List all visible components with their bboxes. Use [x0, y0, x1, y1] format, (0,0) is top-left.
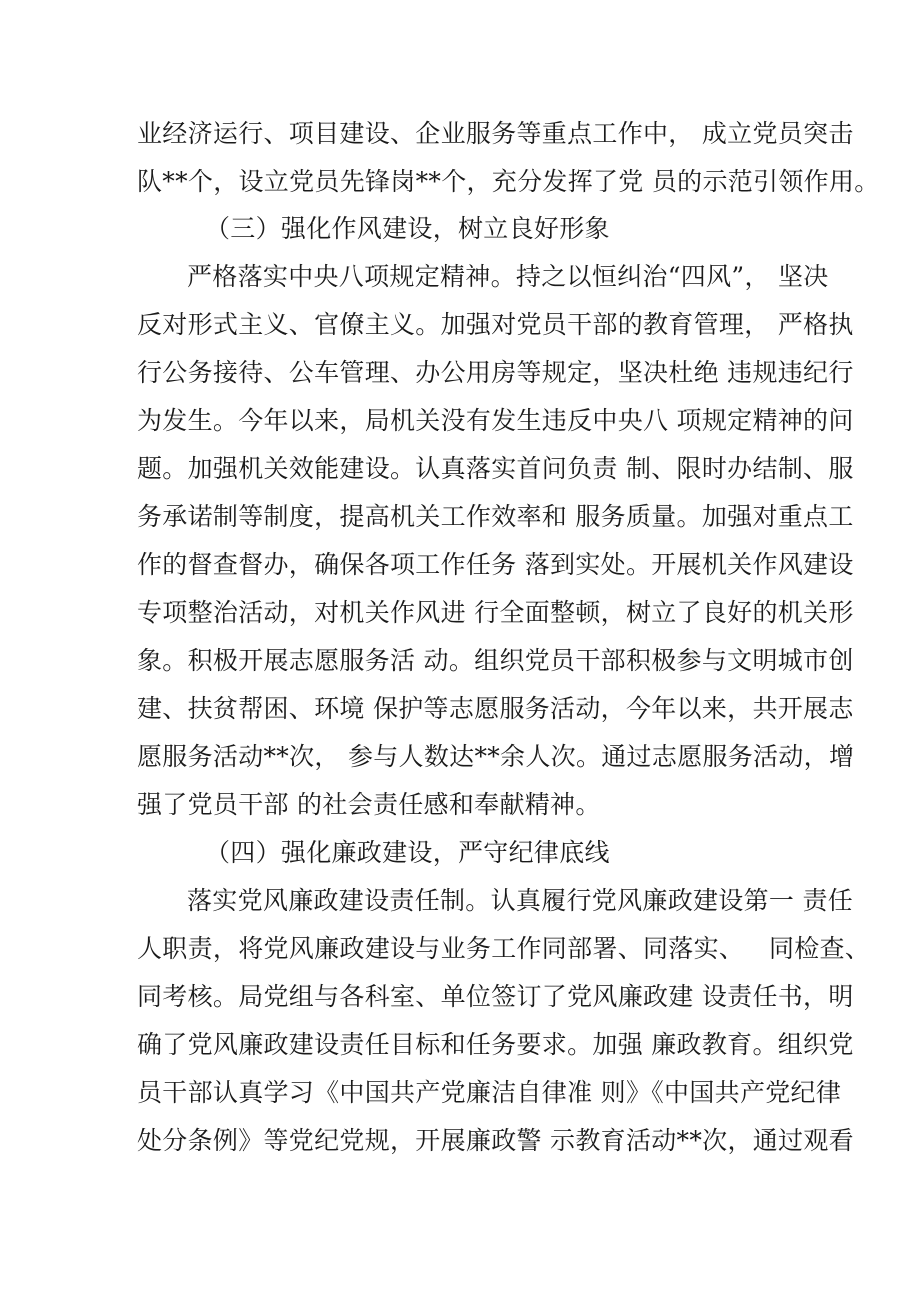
paragraph-line: 员干部认真学习《中国共产党廉洁自律准 则》《中国共产党纪律 — [137, 1078, 842, 1107]
paragraph-line: 题。加强机关效能建设。认真落实首问负责 制、限时办结制、服 — [137, 454, 854, 483]
paragraph-line: 作的督查督办，确保各项工作任务 落到实处。开展机关作风建设 — [137, 550, 854, 579]
paragraph-line: 为发生。今年以来，局机关没有发生违反中央八 项规定精神的问 — [137, 406, 854, 435]
paragraph-line: 确了党风廉政建设责任目标和任务要求。加强 廉政教育。组织党 — [137, 1030, 854, 1059]
paragraph-line: 严格落实中央八项规定精神。持之以恒纠治“四风”， 坚决 — [187, 262, 829, 291]
paragraph-line: 人职责，将党风廉政建设与业务工作同部署、同落实、 同检查、 — [137, 934, 871, 963]
paragraph-line: 处分条例》等党纪党规，开展廉政警 示教育活动**次，通过观看 — [137, 1126, 854, 1155]
paragraph-line: 队**个，设立党员先锋岗**个，充分发挥了党 员的示范引领作用。 — [137, 167, 880, 196]
paragraph-line: 强了党员干部 的社会责任感和奉献精神。 — [137, 790, 601, 819]
paragraph-line: 反对形式主义、官僚主义。加强对党员干部的教育管理， 严格执 — [137, 310, 854, 339]
paragraph-line: 业经济运行、项目建设、企业服务等重点工作中， 成立党员突击 — [137, 119, 854, 148]
paragraph-line: 落实党风廉政建设责任制。认真履行党风廉政建设第一 责任 — [187, 886, 854, 915]
paragraph-line: 象。积极开展志愿服务活 动。组织党员干部积极参与文明城市创 — [137, 646, 854, 675]
paragraph-line: 专项整治活动，对机关作风进 行全面整顿，树立了良好的机关形 — [137, 598, 854, 627]
paragraph-line: 建、扶贫帮困、环境 保护等志愿服务活动，今年以来，共开展志 — [137, 694, 854, 723]
paragraph-line: 同考核。局党组与各科室、单位签订了党风廉政建 设责任书，明 — [137, 982, 854, 1011]
paragraph-line: 愿服务活动**次， 参与人数达**余人次。通过志愿服务活动，增 — [137, 742, 855, 771]
section-heading-3: （三）强化作风建设，树立良好形象 — [205, 214, 610, 243]
paragraph-line: 行公务接待、公车管理、办公用房等规定，坚决杜绝 违规违纪行 — [137, 358, 854, 387]
section-heading-4: （四）强化廉政建设，严守纪律底线 — [205, 838, 610, 867]
paragraph-line: 务承诺制等制度，提高机关工作效率和 服务质量。加强对重点工 — [137, 502, 854, 531]
